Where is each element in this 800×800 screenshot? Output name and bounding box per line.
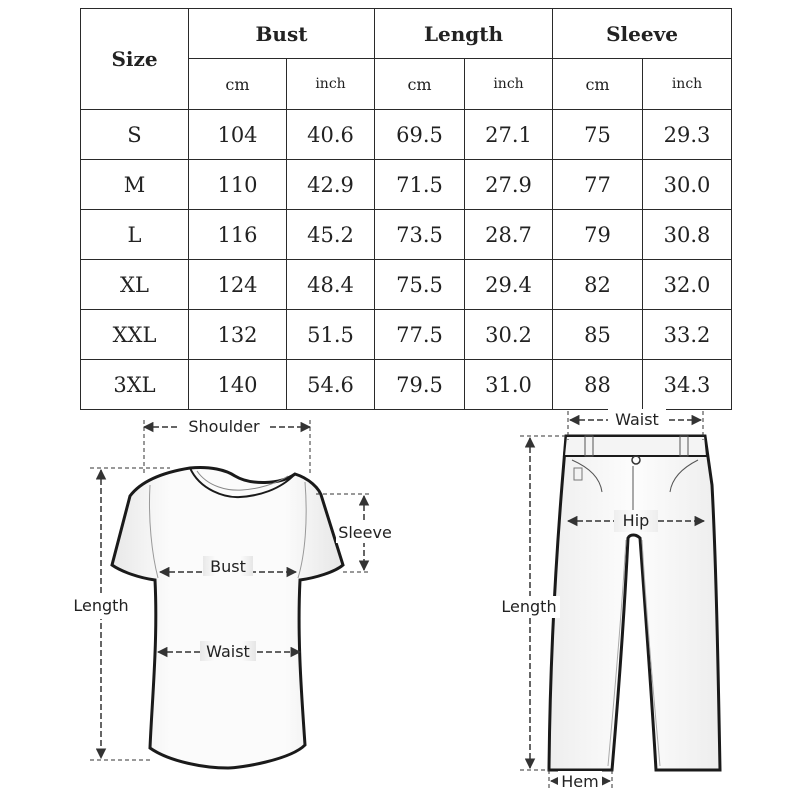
value-cell: 82 xyxy=(553,260,643,310)
size-cell: 3XL xyxy=(81,360,189,410)
hip-label: Hip xyxy=(622,511,650,530)
hem-label: Hem xyxy=(561,772,599,791)
pants-diagram xyxy=(498,409,720,791)
value-cell: 40.6 xyxy=(287,110,375,160)
value-cell: 45.2 xyxy=(287,210,375,260)
value-cell: 116 xyxy=(189,210,287,260)
value-cell: 88 xyxy=(553,360,643,410)
value-cell: 27.1 xyxy=(465,110,553,160)
sleeve-label: Sleeve xyxy=(338,523,392,542)
size-header: Size xyxy=(81,9,189,110)
unit-header: cm xyxy=(553,59,643,110)
value-cell: 75.5 xyxy=(375,260,465,310)
value-cell: 69.5 xyxy=(375,110,465,160)
unit-header: cm xyxy=(375,59,465,110)
value-cell: 30.8 xyxy=(643,210,732,260)
shirt-waist-label: Waist xyxy=(206,642,250,661)
tshirt-diagram xyxy=(70,415,396,768)
value-cell: 51.5 xyxy=(287,310,375,360)
value-cell: 77 xyxy=(553,160,643,210)
length-group-header: Length xyxy=(375,9,553,59)
pants-length-label: Length xyxy=(501,597,557,616)
value-cell: 124 xyxy=(189,260,287,310)
pants-waist-label: Waist xyxy=(615,410,659,429)
value-cell: 77.5 xyxy=(375,310,465,360)
value-cell: 42.9 xyxy=(287,160,375,210)
value-cell: 85 xyxy=(553,310,643,360)
size-cell: XL xyxy=(81,260,189,310)
size-cell: S xyxy=(81,110,189,160)
value-cell: 30.0 xyxy=(643,160,732,210)
bust-group-header: Bust xyxy=(189,9,375,59)
value-cell: 34.3 xyxy=(643,360,732,410)
value-cell: 75 xyxy=(553,110,643,160)
value-cell: 27.9 xyxy=(465,160,553,210)
tshirt-outline xyxy=(112,467,343,768)
unit-header: inch xyxy=(287,59,375,110)
value-cell: 104 xyxy=(189,110,287,160)
value-cell: 140 xyxy=(189,360,287,410)
value-cell: 29.4 xyxy=(465,260,553,310)
pants-outline xyxy=(549,436,720,770)
value-cell: 48.4 xyxy=(287,260,375,310)
unit-header: inch xyxy=(643,59,732,110)
size-cell: M xyxy=(81,160,189,210)
value-cell: 71.5 xyxy=(375,160,465,210)
value-cell: 79 xyxy=(553,210,643,260)
value-cell: 31.0 xyxy=(465,360,553,410)
value-cell: 28.7 xyxy=(465,210,553,260)
unit-header: cm xyxy=(189,59,287,110)
sleeve-group-header: Sleeve xyxy=(553,9,732,59)
size-cell: XXL xyxy=(81,310,189,360)
value-cell: 29.3 xyxy=(643,110,732,160)
value-cell: 33.2 xyxy=(643,310,732,360)
unit-header: inch xyxy=(465,59,553,110)
shoulder-label: Shoulder xyxy=(188,417,260,436)
value-cell: 79.5 xyxy=(375,360,465,410)
value-cell: 110 xyxy=(189,160,287,210)
bust-label: Bust xyxy=(210,557,246,576)
shirt-length-label: Length xyxy=(73,596,129,615)
value-cell: 30.2 xyxy=(465,310,553,360)
value-cell: 73.5 xyxy=(375,210,465,260)
value-cell: 32.0 xyxy=(643,260,732,310)
size-cell: L xyxy=(81,210,189,260)
value-cell: 54.6 xyxy=(287,360,375,410)
value-cell: 132 xyxy=(189,310,287,360)
